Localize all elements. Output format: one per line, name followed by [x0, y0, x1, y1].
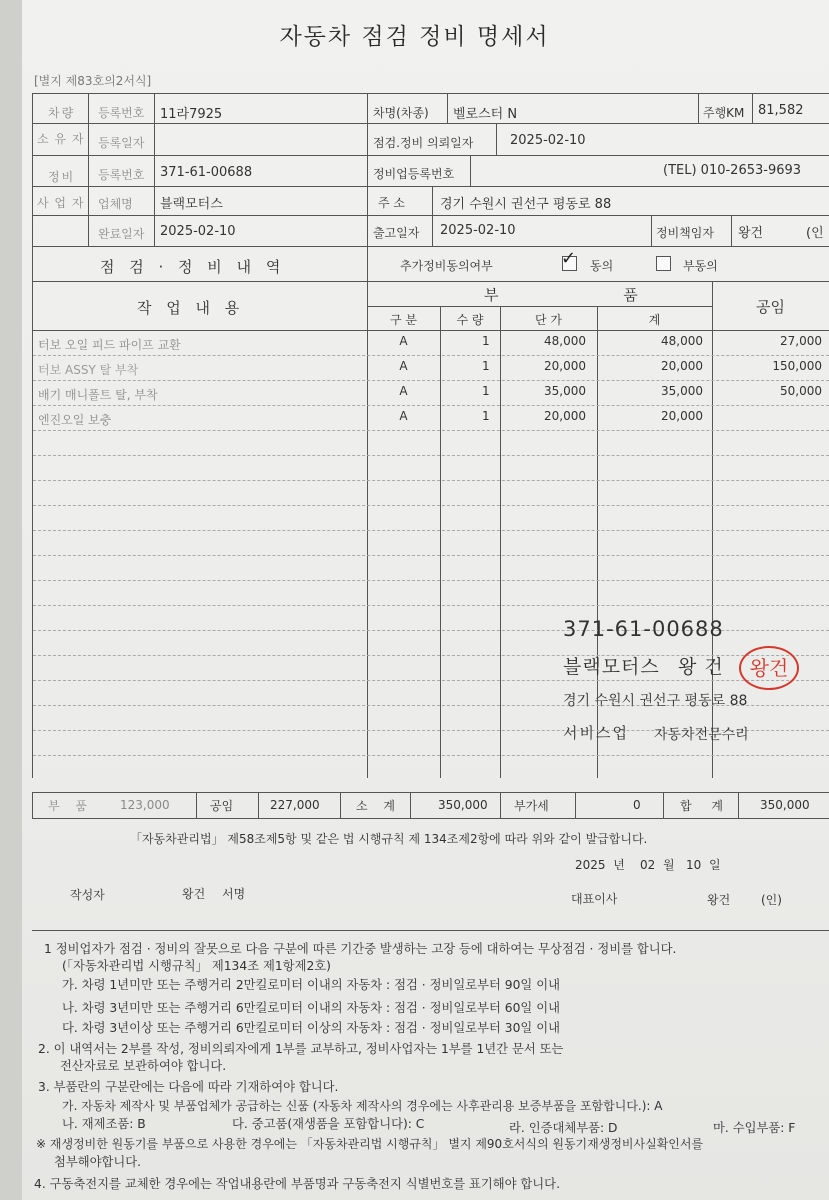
rule [32, 215, 829, 216]
labor-cost: 27,000 [780, 334, 822, 348]
note-line: 나. 차령 3년미만 또는 주행거리 6만킬로미터 이내의 자동차 : 점검 · 정비일로부터 60일 이내 [62, 1001, 560, 1015]
shop-tel: (TEL) 010-2653-9693 [663, 163, 802, 178]
writer-name: 왕건 [182, 887, 206, 901]
done-date: 2025-02-10 [160, 224, 236, 239]
part-qty: 1 [482, 334, 490, 348]
note-line: 마. 수입부품: F [713, 1121, 796, 1135]
rule [32, 155, 829, 156]
row-divider [33, 455, 829, 456]
stamp-owner: 왕 건 [678, 656, 724, 678]
rule [440, 306, 441, 778]
disagree-label: 부동의 [683, 259, 718, 273]
row-divider [33, 405, 829, 406]
labor-header: 공임 [756, 298, 785, 316]
part-type: A [399, 359, 408, 373]
vat: 0 [633, 798, 641, 812]
sign-label: 서명 [222, 887, 246, 901]
part-type: A [399, 384, 408, 398]
rule [258, 792, 259, 818]
rule [731, 215, 732, 246]
section-title: 점 검 · 정 비 내 역 [100, 258, 286, 276]
labor-cost: 50,000 [780, 384, 822, 398]
part-type: A [399, 409, 408, 423]
stamp-biz-type: 서비스업 [563, 724, 629, 742]
rule [88, 93, 89, 246]
note-line: 가. 자동차 제작사 및 부품업체가 공급하는 신품 (자동차 제작사의 경우에는 사후관리용 보증부품을 포함합니다.): A [62, 1099, 663, 1113]
stamp-address: 경기 수원시 권선구 평동로 88 [563, 693, 748, 709]
part-total: 20,000 [661, 359, 703, 373]
work-item: 터보 ASSY 탈 부착 [38, 363, 139, 377]
mileage-value: 81,582 [758, 103, 804, 118]
rule [32, 93, 829, 94]
note-line: 전산자료로 보관하여야 합니다. [60, 1059, 227, 1073]
stamp-biz-item: 자동차전문수리 [654, 727, 749, 743]
issue-statement: 「자동차관리법」 제58조제5항 및 같은 법 시행규칙 제 134조제2항에 따라 위와 같이 발급합니다. [130, 832, 648, 846]
col-type: 구 분 [390, 313, 417, 327]
vehicle-reg-date-label: 등록일자 [98, 136, 145, 150]
shop-section-label-2: 사 업 자 [37, 196, 85, 210]
vehicle-model: 벨로스터 N [453, 107, 518, 122]
done-date-label: 완료일자 [98, 227, 145, 241]
biz-reg-label: 정비업등록번호 [373, 167, 455, 181]
shop-name-label: 업체명 [98, 197, 133, 211]
rule [32, 930, 829, 931]
rule [698, 93, 699, 123]
shop-section-label: 정비 [48, 170, 76, 184]
note-line: 2. 이 내역서는 2부를 작성, 정비의뢰자에게 1부를 교부하고, 정비사업자는 1부를 1년간 문서 또는 [38, 1042, 564, 1056]
labor-cost: 150,000 [772, 359, 822, 373]
rule [663, 792, 664, 818]
parts-header: 부 품 [484, 286, 698, 304]
rep-label: 대표이사 [571, 892, 618, 906]
note-line: 가. 차령 1년미만 또는 주행거리 2만킬로미터 이내의 자동차 : 점검 · 정비일로부터 90일 이내 [62, 978, 560, 992]
part-unit-price: 35,000 [544, 384, 586, 398]
rule [651, 215, 652, 246]
note-line: 첨부해야합니다. [54, 1155, 142, 1169]
col-qty: 수 량 [456, 313, 484, 327]
work-item: 배기 매니폴트 탈, 부착 [38, 388, 158, 402]
row-divider [33, 380, 829, 381]
mileage-label: 주행KM [703, 106, 745, 120]
rule [367, 93, 368, 281]
grand-total: 350,000 [760, 798, 810, 812]
agree-label: 동의 [590, 259, 614, 273]
note-line: 나. 재제조품: B [62, 1117, 146, 1131]
note-line: 3. 부품란의 구분란에는 다음에 따라 기재하여야 합니다. [38, 1080, 339, 1094]
rule [32, 792, 33, 818]
shop-reg-no: 371-61-00688 [160, 165, 253, 180]
part-unit-price: 48,000 [544, 334, 586, 348]
total-labor: 227,000 [270, 798, 320, 812]
out-date-label: 출고일자 [373, 226, 420, 240]
part-type: A [399, 334, 408, 348]
disagree-checkbox[interactable] [656, 256, 671, 271]
rule [32, 246, 829, 247]
rule [496, 123, 497, 155]
col-unit-price: 단 가 [535, 313, 562, 327]
consent-label: 추가정비동의여부 [400, 259, 493, 273]
request-date-label: 점검.정비 의뢰일자 [373, 136, 474, 150]
rule [752, 93, 753, 123]
total-labor-label: 공임 [210, 799, 234, 813]
issue-date: 2025 년 02 월 10 일 [575, 858, 721, 872]
row-divider [33, 555, 829, 556]
rule [154, 93, 155, 246]
writer-label: 작성자 [70, 888, 105, 902]
rule [575, 792, 576, 818]
rule [432, 186, 433, 246]
rule [32, 281, 829, 282]
row-divider [33, 430, 829, 431]
row-divider [33, 355, 829, 356]
owner-section-label-2: 소 유 자 [37, 132, 85, 146]
shop-reg-no-label: 등록번호 [98, 168, 145, 182]
note-line: 1 정비업자가 점검 · 정비의 잘못으로 다음 구분에 따른 기간중 발생하는 고장 등에 대하여는 무상점검 · 정비를 합니다. [44, 942, 677, 956]
vehicle-reg-no: 11라7925 [160, 107, 223, 122]
part-total: 20,000 [661, 409, 703, 423]
rule [410, 792, 411, 818]
row-divider [33, 505, 829, 506]
rule [32, 792, 829, 793]
row-divider [33, 680, 829, 681]
part-qty: 1 [482, 384, 490, 398]
subtotal: 350,000 [438, 798, 488, 812]
note-line: 라. 인증대체부품: D [509, 1121, 618, 1135]
form-number: [별지 제83호의2서식] [34, 74, 152, 88]
document-title: 자동차 점검 정비 명세서 [279, 24, 550, 50]
part-unit-price: 20,000 [544, 409, 586, 423]
work-item: 터보 오일 피드 파이프 교환 [38, 338, 181, 352]
shop-addr-label: 주 소 [378, 196, 405, 210]
subtotal-label: 소 계 [356, 799, 401, 813]
rule [500, 306, 501, 778]
shop-addr: 경기 수원시 권선구 평동로 88 [440, 197, 612, 212]
manager-label: 정비책임자 [656, 226, 714, 240]
rule [32, 330, 829, 331]
manager-seal-mark: (인 [806, 226, 824, 241]
shop-name: 블랙모터스 [160, 197, 223, 212]
note-line: 다. 중고품(재생품을 포함합니다): C [232, 1117, 425, 1131]
stamp-company: 블랙모터스 [563, 656, 660, 678]
seal-stamp: 왕건 [739, 646, 799, 690]
rep-name: 왕건 [707, 893, 731, 907]
rep-seal: (인) [761, 893, 782, 907]
rule [367, 306, 712, 307]
vat-label: 부가세 [514, 799, 549, 813]
vehicle-model-label: 차명(차종) [373, 106, 429, 120]
stamp-reg-no: 371-61-00688 [563, 617, 724, 641]
vehicle-reg-no-label: 등록번호 [98, 106, 145, 120]
work-item: 엔진오일 보충 [38, 413, 112, 427]
rule [447, 93, 448, 123]
rule [738, 792, 739, 818]
work-header: 작 업 내 용 [137, 299, 245, 317]
row-divider [33, 605, 829, 606]
request-date: 2025-02-10 [510, 133, 586, 148]
rule [32, 123, 829, 124]
rule [340, 792, 341, 818]
row-divider [33, 530, 829, 531]
check-icon: ✓ [561, 248, 577, 269]
rule [32, 818, 829, 819]
grand-total-label: 합 계 [680, 799, 731, 813]
total-parts: 123,000 [120, 798, 170, 812]
part-qty: 1 [482, 359, 490, 373]
row-divider [33, 755, 829, 756]
row-divider [33, 580, 829, 581]
part-total: 35,000 [661, 384, 703, 398]
owner-section-label: 차량 [48, 106, 76, 120]
out-date: 2025-02-10 [440, 223, 516, 238]
note-line: 4. 구동축전지를 교체한 경우에는 작업내용란에 부품명과 구동축전지 식별번호를 표기해야 합니다. [34, 1177, 560, 1191]
total-parts-label: 부 품 [48, 799, 93, 813]
part-total: 48,000 [661, 334, 703, 348]
manager-name: 왕건 [738, 226, 764, 241]
rule [32, 186, 829, 187]
row-divider [33, 480, 829, 481]
part-qty: 1 [482, 409, 490, 423]
note-line: ※ 재생정비한 원동기를 부품으로 사용한 경우에는 「자동차관리법 시행규칙」 별지 제90호서식의 원동기재생정비사실확인서를 [36, 1137, 704, 1151]
rule [196, 792, 197, 818]
rule [32, 93, 33, 778]
note-line: 다. 차령 3년이상 또는 주행거리 6만킬로미터 이상의 자동차 : 점검 · 정비일로부터 30일 이내 [62, 1021, 560, 1035]
note-line: (「자동차관리법 시행규칙」 제134조 제1항제2호) [62, 959, 331, 973]
rule [470, 155, 471, 186]
part-unit-price: 20,000 [544, 359, 586, 373]
col-total: 계 [648, 313, 661, 327]
rule [500, 792, 501, 818]
